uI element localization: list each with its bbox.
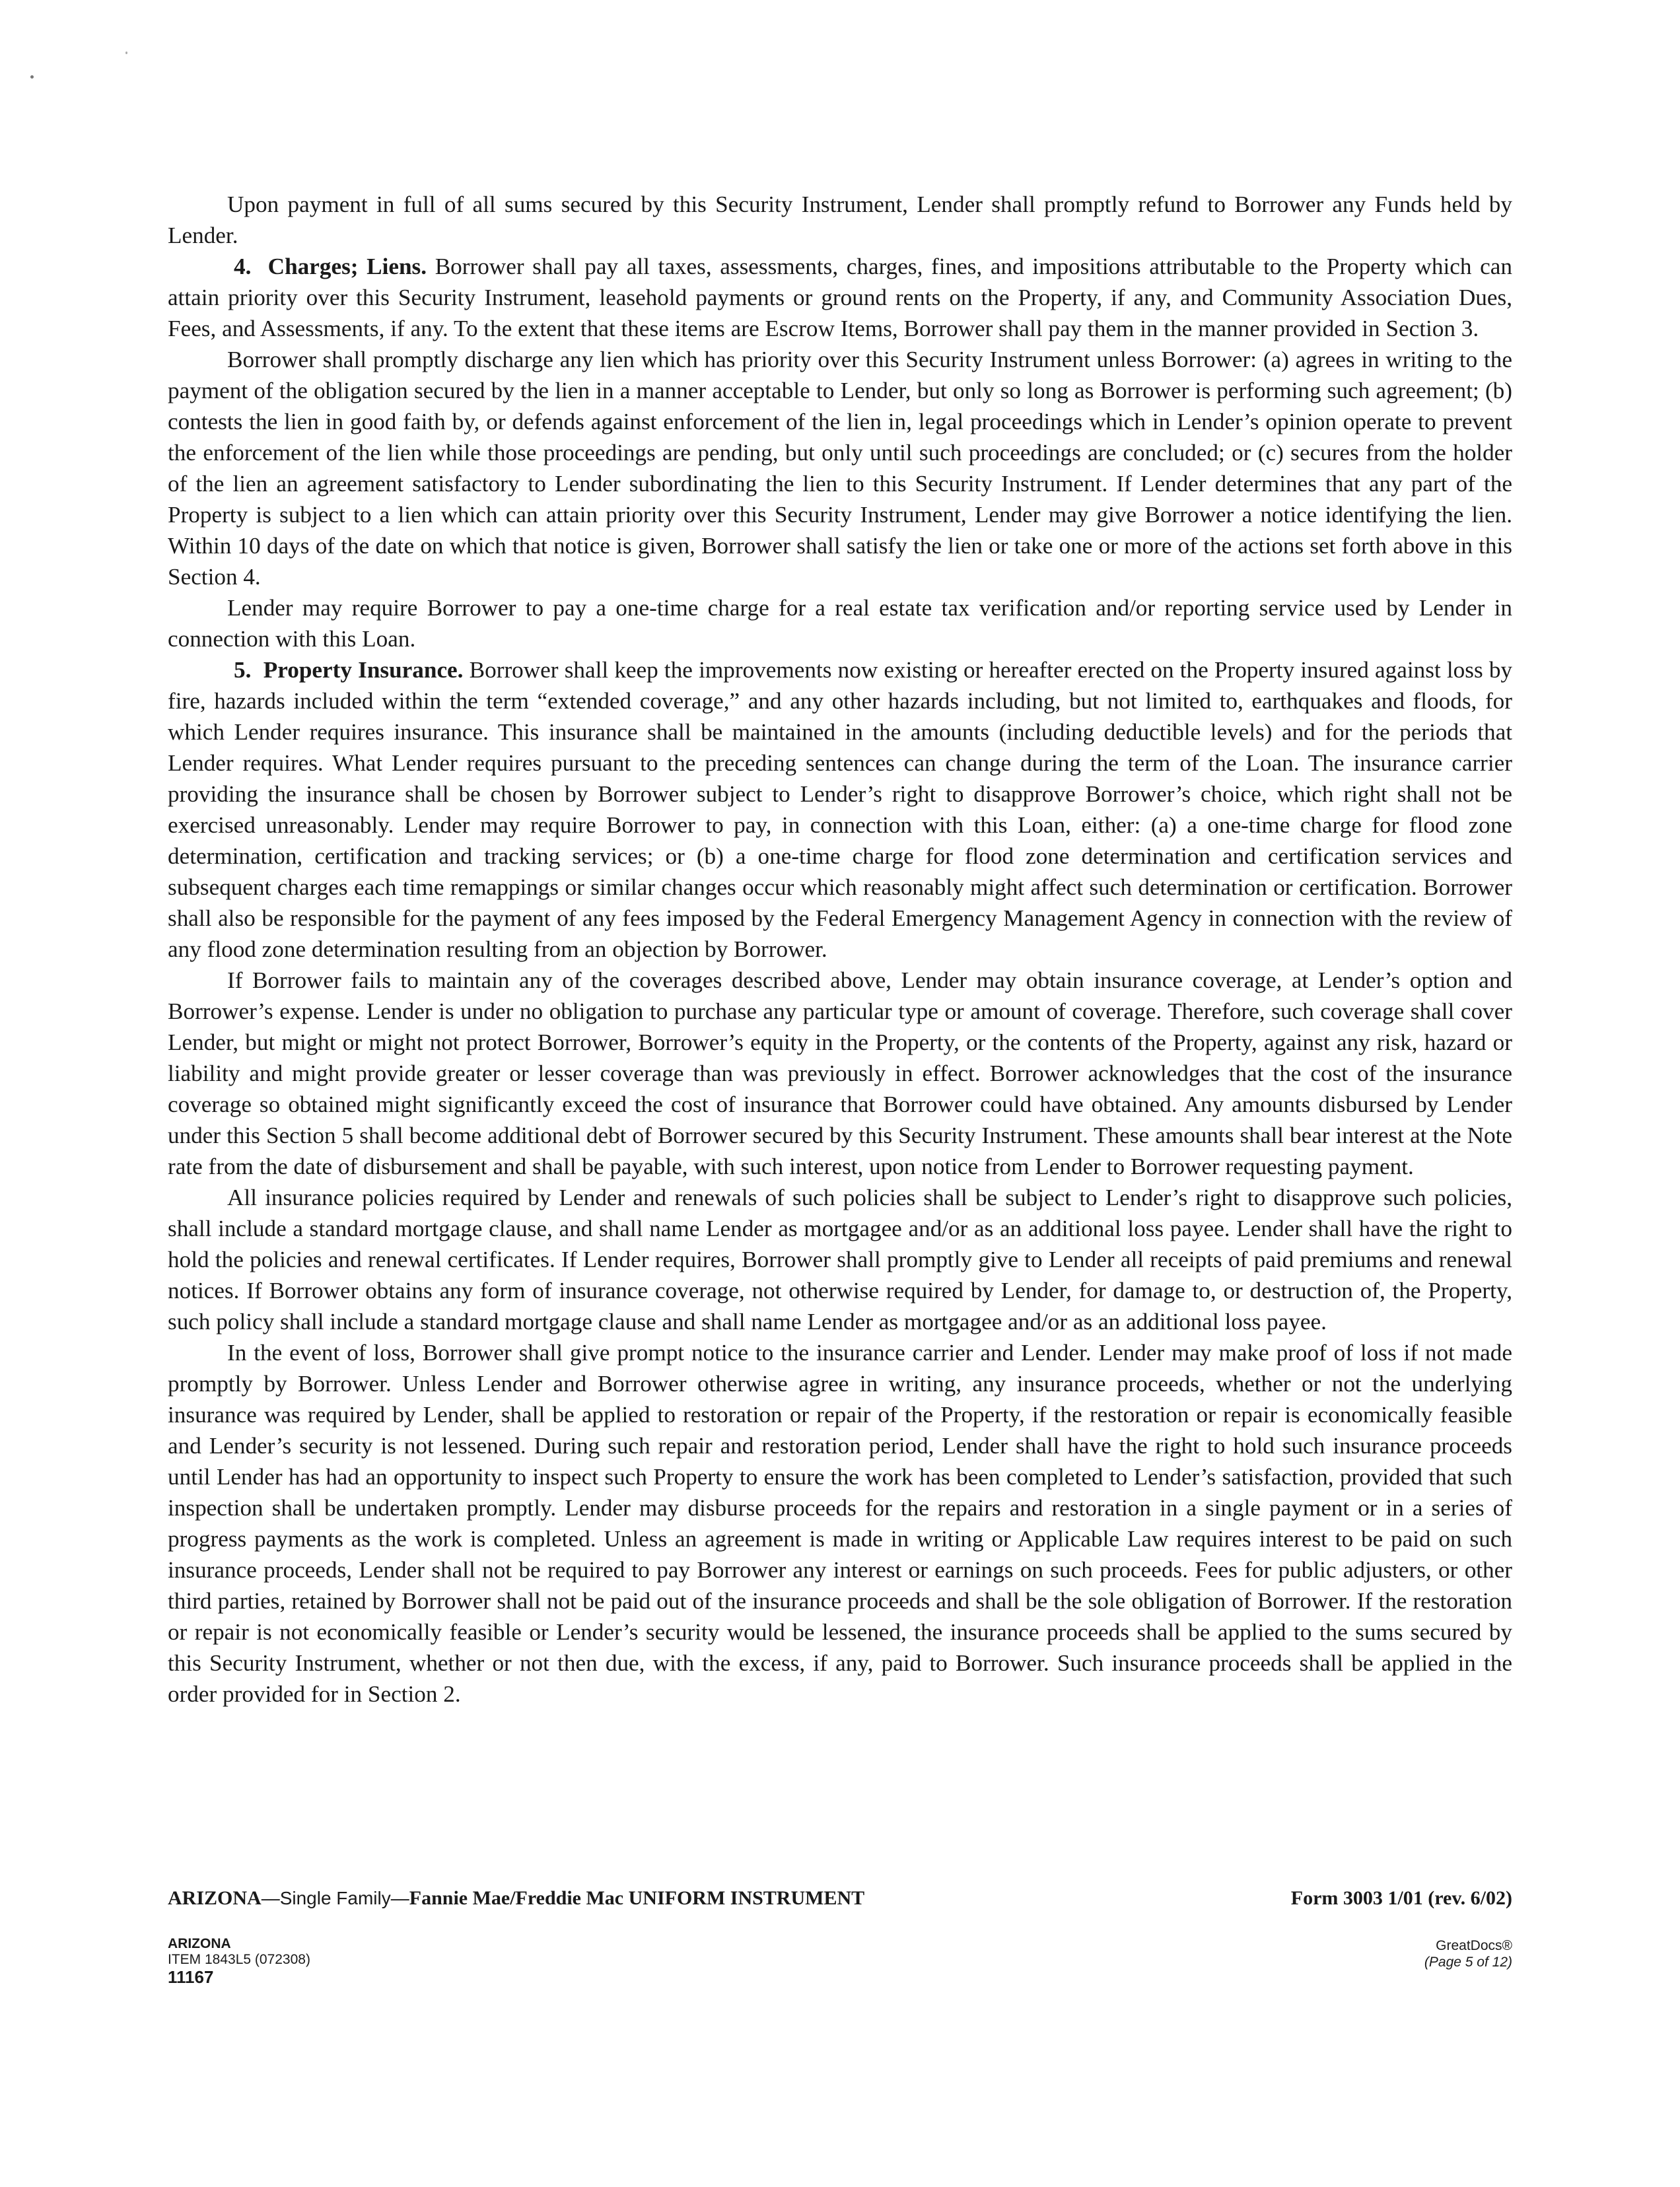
form-number: Form 3003 1/01 (rev. 6/02)	[1290, 1887, 1512, 1909]
paragraph: Borrower shall promptly discharge any lien which has priority over this Security Instrument unless Borrower: (a) agrees in writing to the payment of the obligation secured by the lien in a manner acceptable to Lender, but only so long as Borrower is performing such agreement; (b) contests the lien in good faith by, or defends against enforcement of the lien in, legal proceedings which in Lender’s opinion operate to prevent the enforcement of the lien while those proceedings are pending, but only until such proceedings are concluded; or (c) secures from the holder of the lien an agreement satisfactory to Lender subordinating the lien to this Security Instrument. If Lender determines that any part of the Property is subject to a lien which can attain priority over this Security Instrument, Lender may give Borrower a notice identifying the lien. Within 10 days of the date on which that notice is given, Borrower shall satisfy the lien or take one or more of the actions set forth above in this Section 4.	[168, 347, 1512, 590]
section-heading: Property Insurance.	[263, 657, 464, 683]
section-4-charges-liens: 4. Charges; Liens. Borrower shall pay all taxes, assessments, charges, fines, and impositions attributable to the Property which can attain priority over this Security Instrument, leasehold payments or ground rents on the Property, if any, and Community Association Dues, Fees, and Assessments, if any. To the extent that these items are Escrow Items, Borrower shall pay them in the manner provided in Section 3.	[168, 254, 1512, 341]
footer-state: ARIZONA	[168, 1936, 231, 1951]
paragraph: If Borrower fails to maintain any of the coverages described above, Lender may obtain insurance coverage, at Lender’s option and Borrower’s expense. Lender is under no obligation to purchase any particular type or amount of coverage. Therefore, such coverage shall cover Lender, but might or might not protect Borrower, Borrower’s equity in the Property, or the contents of the Property, against any risk, hazard or liability and might provide greater or lesser coverage than was previously in effect. Borrower acknowledges that the cost of the insurance coverage so obtained might significantly exceed the cost of insurance that Borrower could have obtained. Any amounts disbursed by Lender under this Section 5 shall become additional debt of Borrower secured by this Security Instrument. These amounts shall bear interest at the Note rate from the date of disbursement and shall be payable, with such interest, upon notice from Lender to Borrower requesting payment.	[168, 967, 1512, 1179]
footer-brand-block	[1424, 1937, 1512, 1970]
scan-speck	[30, 75, 34, 79]
section-5-property-insurance: 5. Property Insurance. Borrower shall keep the improvements now existing or hereafter erected on the Property insured against loss by fire, hazards included within the term “extended coverage,” and any other hazards including, but not limited to, earthquakes and floods, for which Lender requires insurance. This insurance shall be maintained in the amounts (including deductible levels) and for the periods that Lender requires. What Lender requires pursuant to the preceding sentences can change during the term of the Loan. The insurance carrier providing the insurance shall be chosen by Borrower subject to Lender’s right to disapprove Borrower’s choice, which right shall not be exercised unreasonably. Lender may require Borrower to pay, in connection with this Loan, either: (a) a one-time charge for flood zone determination, certification and tracking services; or (b) a one-time charge for flood zone determination and certification services and subsequent charges each time remappings or similar changes occur which reasonably might affect such determination or certification. Borrower shall also be responsible for the payment of any fees imposed by the Federal Emergency Management Agency in connection with the review of any flood zone determination resulting from an objection by Borrower.	[168, 657, 1513, 962]
footer-code: 11167	[168, 1967, 214, 1987]
page-indicator: (Page 5 of 12)	[1424, 1955, 1512, 1970]
instrument-title: ARIZONA—Single Family—Fannie Mae/Freddie Mac UNIFORM INSTRUMENT	[168, 1887, 865, 1909]
paragraph: All insurance policies required by Lender and renewals of such policies shall be subject to Lender’s right to disapprove such policies, shall include a standard mortgage clause, and shall name Lender as mortgagee and/or as an additional loss payee. Lender shall have the right to hold the policies and renewal certificates. If Lender requires, Borrower shall promptly give to Lender all receipts of paid premiums and renewal notices. If Borrower obtains any form of insurance coverage, not otherwise required by Lender, for damage to, or destruction of, the Property, such policy shall include a standard mortgage clause and shall name Lender as mortgagee and/or as an additional loss payee.	[168, 1185, 1512, 1335]
paragraph: Lender may require Borrower to pay a one-time charge for a real estate tax verification and/or reporting service used by Lender in connection with this Loan.	[168, 595, 1512, 652]
paragraph: Upon payment in full of all sums secured by this Security Instrument, Lender shall promptly refund to Borrower any Funds held by Lender.	[168, 191, 1512, 248]
section-number: 4.	[234, 254, 252, 279]
brand-name: GreatDocs®	[1436, 1938, 1512, 1953]
footer-item-number: ITEM 1843L5 (072308)	[168, 1952, 310, 1967]
footer-item-block	[168, 1936, 310, 1986]
section-number: 5.	[234, 657, 252, 683]
scan-speck	[125, 52, 127, 54]
paragraph: In the event of loss, Borrower shall give prompt notice to the insurance carrier and Lender. Lender may make proof of loss if not made promptly by Borrower. Unless Lender and Borrower otherwise agree in writing, any insurance proceeds, whether or not the underlying insurance was required by Lender, shall be applied to restoration or repair of the Property, if the restoration or repair is economically feasible and Lender’s security is not lessened. During such repair and restoration period, Lender shall have the right to hold such insurance proceeds until Lender has had an opportunity to inspect such Property to ensure the work has been completed to Lender’s satisfaction, provided that such inspection shall be undertaken promptly. Lender may disburse proceeds for the repairs and restoration in a single payment or in a series of progress payments as the work is completed. Unless an agreement is made in writing or Applicable Law requires interest to be paid on such insurance proceeds, Lender shall not be required to pay Borrower any interest or earnings on such proceeds. Fees for public adjusters, or other third parties, retained by Borrower shall not be paid out of the insurance proceeds and shall be the sole obligation of Borrower. If the restoration or repair is not economically feasible or Lender’s security would be lessened, the insurance proceeds shall be applied to the sums secured by this Security Instrument, whether or not then due, with the excess, if any, paid to Borrower. Such insurance proceeds shall be applied in the order provided for in Section 2.	[168, 1340, 1512, 1707]
section-heading: Charges; Liens.	[267, 254, 427, 279]
document-body	[168, 189, 1512, 1710]
